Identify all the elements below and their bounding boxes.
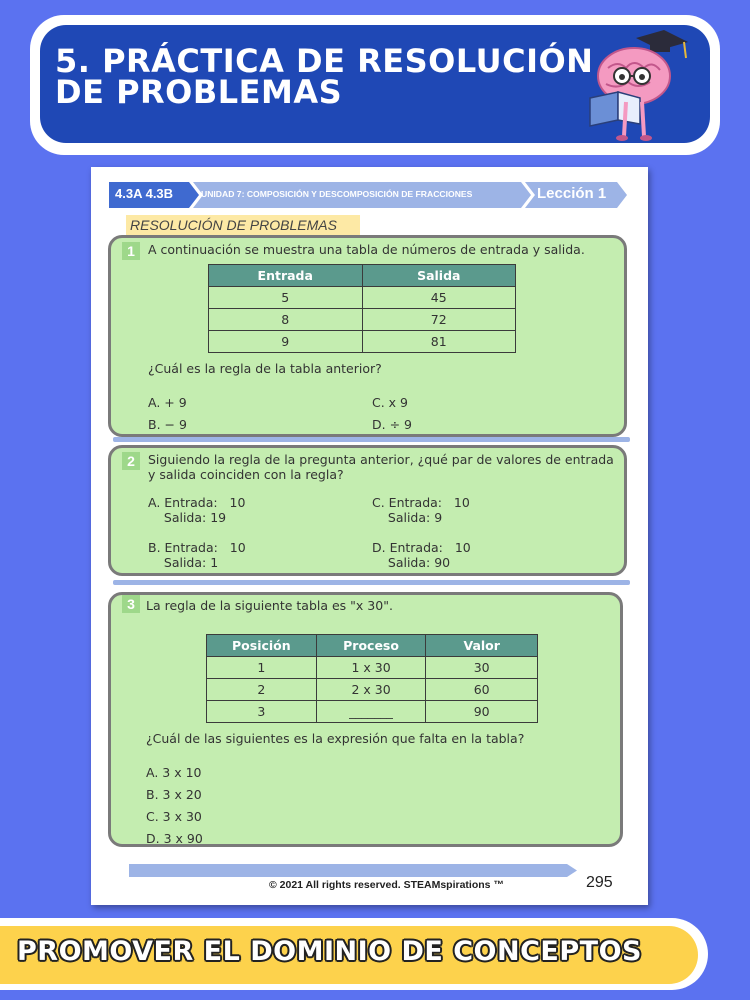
answer-option-b[interactable]: B. 3 x 20 [146, 787, 202, 802]
table-cell: 1 [207, 657, 317, 679]
table-row [209, 309, 516, 331]
standard-codes: 4.3A 4.3B [115, 186, 174, 201]
table-cell: 72 [362, 309, 515, 331]
question-prompt: ¿Cuál de las siguientes es la expresión que falta en la tabla? [146, 731, 525, 746]
brain-reading-book-icon [584, 26, 696, 142]
table-cell: 3 [207, 701, 317, 723]
table-cell: 60 [426, 679, 538, 701]
answer-option-a[interactable]: A. 3 x 10 [146, 765, 202, 780]
bottom-banner-text: PROMOVER EL DOMINIO DE CONCEPTOS [17, 936, 642, 967]
rule-table [206, 634, 538, 723]
table-header: Entrada [209, 265, 363, 287]
page-title: 5. PRÁCTICA DE RESOLUCIÓN DE PROBLEMAS [55, 42, 594, 111]
footer-bar [129, 864, 577, 877]
section-divider [113, 580, 630, 585]
question-text: La regla de la siguiente tabla es "x 30". [146, 598, 393, 613]
answer-option-b[interactable]: B. Entrada: 10 Salida: 1 [148, 540, 246, 570]
table-row [209, 287, 516, 309]
worksheet-page [91, 167, 648, 905]
breadcrumb [109, 182, 629, 208]
lesson-label: Lección 1 [537, 185, 607, 202]
input-output-table [208, 264, 516, 353]
table-cell: 45 [362, 287, 515, 309]
question-number: 3 [122, 595, 140, 613]
question-text: Siguiendo la regla de la pregunta anterior, ¿qué par de valores de entrada y salida coinciden con la regla? [148, 452, 614, 482]
unit-title: UNIDAD 7: COMPOSICIÓN Y DESCOMPOSICIÓN DE FRACCIONES [201, 189, 473, 199]
answer-option-d[interactable]: D. Entrada: 10 Salida: 90 [372, 540, 471, 570]
table-header: Salida [362, 265, 515, 287]
answer-option-c[interactable]: C. 3 x 30 [146, 809, 202, 824]
answer-option-d[interactable]: D. 3 x 90 [146, 831, 203, 846]
table-row [207, 679, 538, 701]
table-header-row [207, 635, 538, 657]
question-number: 1 [122, 242, 140, 260]
table-cell: 1 x 30 [316, 657, 426, 679]
question-prompt: ¿Cuál es la regla de la tabla anterior? [148, 361, 382, 376]
table-row [207, 657, 538, 679]
table-cell: 5 [209, 287, 363, 309]
question-text: A continuación se muestra una tabla de números de entrada y salida. [148, 242, 585, 257]
answer-option-b[interactable]: B. − 9 [148, 417, 187, 432]
section-divider [113, 437, 630, 442]
table-header: Posición [207, 635, 317, 657]
table-cell: 2 [207, 679, 317, 701]
table-cell: 30 [426, 657, 538, 679]
table-header: Valor [426, 635, 538, 657]
table-cell: _______ [316, 701, 426, 723]
page-number: 295 [586, 874, 613, 891]
table-cell: 8 [209, 309, 363, 331]
copyright-notice: © 2021 All rights reserved. STEAMspirations ™ [269, 879, 504, 891]
table-cell: 9 [209, 331, 363, 353]
question-number: 2 [122, 452, 140, 470]
table-cell: 2 x 30 [316, 679, 426, 701]
answer-option-c[interactable]: C. x 9 [372, 395, 408, 410]
table-header: Proceso [316, 635, 426, 657]
table-header-row [209, 265, 516, 287]
table-row [207, 701, 538, 723]
answer-option-d[interactable]: D. ÷ 9 [372, 417, 412, 432]
answer-option-c[interactable]: C. Entrada: 10 Salida: 9 [372, 495, 470, 525]
table-cell: 81 [362, 331, 515, 353]
table-row [209, 331, 516, 353]
section-label: RESOLUCIÓN DE PROBLEMAS [126, 215, 360, 235]
table-cell: 90 [426, 701, 538, 723]
answer-option-a[interactable]: A. Entrada: 10 Salida: 19 [148, 495, 246, 525]
answer-option-a[interactable]: A. + 9 [148, 395, 187, 410]
